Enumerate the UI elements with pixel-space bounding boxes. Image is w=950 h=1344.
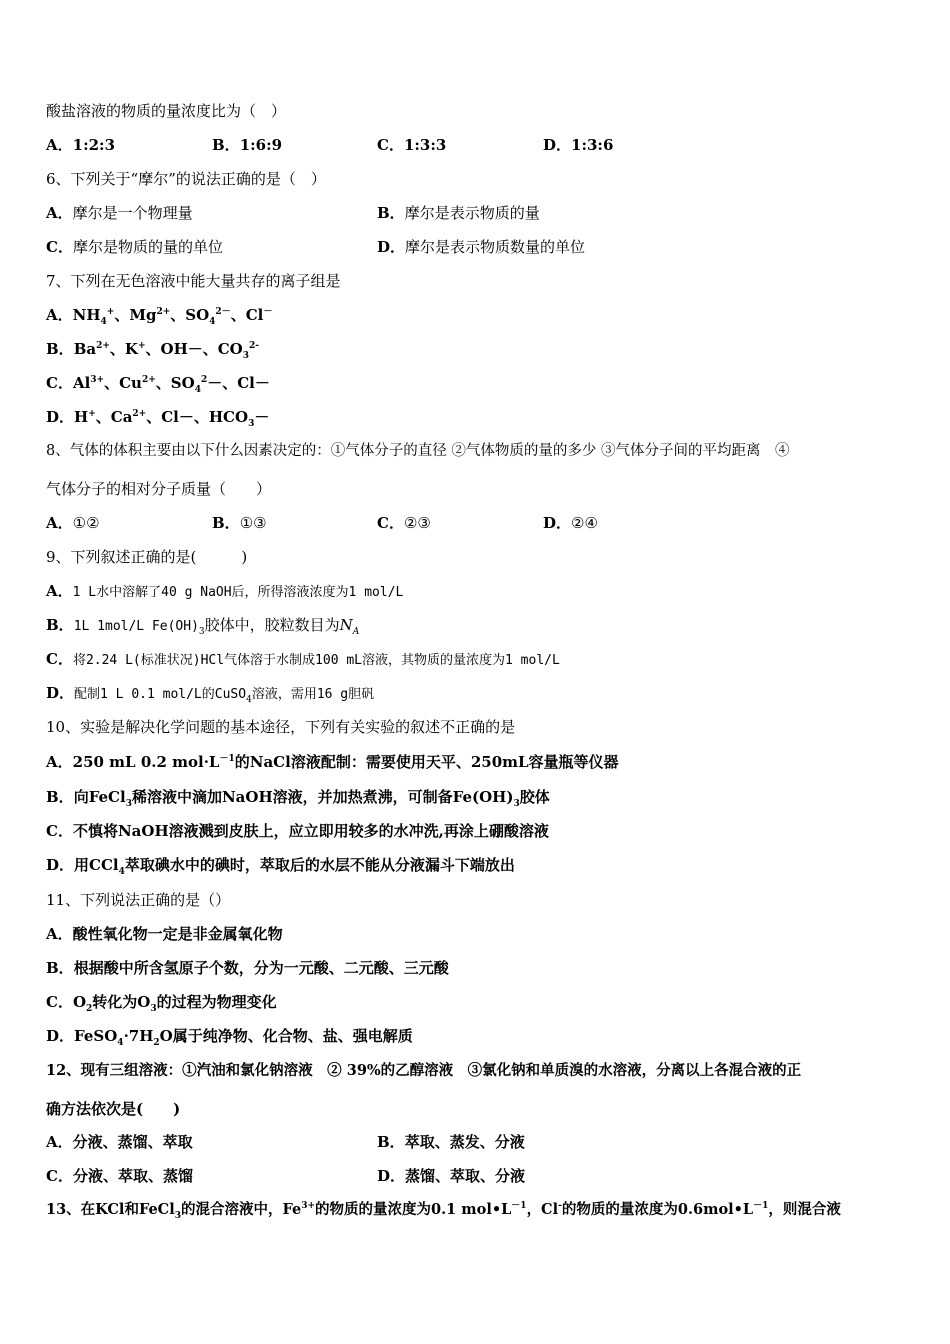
q9-option-d: D．配制1 L 0.1 mol/L的CuSO$_4$溶液，需用16 g胆矾 [46, 684, 375, 705]
q11-option-c: C．$O_2$转化为$O_3$的过程为物理变化 [46, 993, 277, 1014]
q9-option-c: C．将2.24 L(标准状况)HCl气体溶于水制成100 mL溶液，其物质的量浓度为1 mol/L [46, 650, 560, 668]
q12-stem-line2: 确方法依次是( ) [46, 1100, 181, 1118]
q6-option-c: C．摩尔是物质的量的单位 [46, 238, 223, 256]
q12-option-c: C．分液、萃取、蒸馏 [46, 1167, 193, 1185]
q8-option-b: B．①③ [212, 514, 267, 532]
q5-options [46, 135, 906, 155]
q8-option-c: C．②③ [377, 514, 431, 532]
q11-stem: 11、下列说法正确的是（） [46, 891, 231, 909]
q6-option-b: B．摩尔是表示物质的量 [377, 204, 540, 222]
q7-option-a: A．$NH_4^+$、$Mg^{2+}$、$SO_4^{2-}$、Cl－ [46, 306, 273, 327]
q12-option-a: A．分液、蒸馏、萃取 [46, 1133, 193, 1151]
q6-options-row2 [46, 237, 906, 257]
q10-option-a: A．250 mL 0.2 $mol\cdot L^{-1}$的NaCl溶液配制：需要使用天平、250mL容量瓶等仪器 [46, 753, 619, 771]
q7-option-b: B．$Ba^{2+}$、K+、OH－、$CO_3^{2-}$ [46, 340, 260, 361]
q5-option-a: A．1:2:3 [46, 136, 116, 154]
q6-stem: 6、下列关于“摩尔”的说法正确的是（ ） [46, 170, 326, 188]
q8-options [46, 513, 906, 533]
q10-option-c: C．不慎将NaOH溶液溅到皮肤上，应立即用较多的水冲洗,再涂上硼酸溶液 [46, 822, 549, 840]
q7-option-d: D．H+、$Ca^{2+}$、Cl－、$HCO_3-$ [46, 408, 270, 429]
q9-option-a: A．1 L水中溶解了40 g NaOH后，所得溶液浓度为1 mol/L [46, 582, 404, 600]
q8-option-d: D．②④ [543, 514, 598, 532]
q6-options-row1 [46, 203, 906, 223]
q8-option-a: A．①② [46, 514, 100, 532]
q5-option-d: D．1:3:6 [543, 136, 614, 154]
q8-stem-line1: 8、气体的体积主要由以下什么因素决定的：①气体分子的直径 ②气体物质的量的多少 ③气体分子间的平均距离 ④ [46, 443, 790, 459]
q12-option-d: D．蒸馏、萃取、分液 [377, 1167, 526, 1185]
q11-option-b: B．根据酸中所含氢原子个数，分为一元酸、二元酸、三元酸 [46, 959, 449, 977]
q6-option-a: A．摩尔是一个物理量 [46, 204, 193, 222]
q11-option-a: A．酸性氧化物一定是非金属氧化物 [46, 925, 283, 943]
q9-option-b: B．1L 1mol/L $Fe(OH)_3$胶体中，胶粒数目为$N_A$ [46, 616, 360, 637]
q12-options-row1 [46, 1132, 906, 1152]
q9-stem: 9、下列叙述正确的是( ) [46, 548, 248, 566]
q5-option-b: B．1:6:9 [212, 136, 283, 154]
q11-option-d: D．$FeSO_4\cdot 7H_2O$属于纯净物、化合物、盐、强电解质 [46, 1027, 413, 1048]
q10-option-d: D．用CCl$_4$萃取碘水中的碘时，萃取后的水层不能从分液漏斗下端放出 [46, 856, 515, 877]
q6-option-d: D．摩尔是表示物质数量的单位 [377, 238, 586, 256]
q5-stem-tail: 酸盐溶液的物质的量浓度比为（ ） [46, 102, 287, 120]
q12-stem-line1: 12、现有三组溶液：①汽油和氯化钠溶液 ② 39%的乙醇溶液 ③氯化钠和单质溴的水溶液，分离以上各混合液的正 [46, 1062, 802, 1079]
q12-options-row2 [46, 1166, 906, 1186]
q12-option-b: B．萃取、蒸发、分液 [377, 1133, 525, 1151]
q8-stem-line2: 气体分子的相对分子质量（ ） [46, 480, 272, 498]
q7-stem: 7、下列在无色溶液中能大量共存的离子组是 [46, 272, 341, 290]
q10-option-b: B．向FeCl$_3$稀溶液中滴加NaOH溶液，并加热煮沸，可制备$Fe(OH)_3$胶体 [46, 788, 550, 809]
q5-option-c: C．1:3:3 [377, 136, 447, 154]
q13-stem: 13、在KCl和FeCl$_3$的混合溶液中，$Fe^{3+}$的物质的量浓度为0.1 $mol•L^{-1}$，Cl-的物质的量浓度为$0.6mol•L^{-1}$，则混合液 [46, 1201, 841, 1221]
q7-option-c: C．$Al^{3+}$、$Cu^{2+}$、$SO_4^2-$、Cl－ [46, 374, 270, 395]
q10-stem: 10、实验是解决化学问题的基本途径，下列有关实验的叙述不正确的是 [46, 718, 516, 736]
